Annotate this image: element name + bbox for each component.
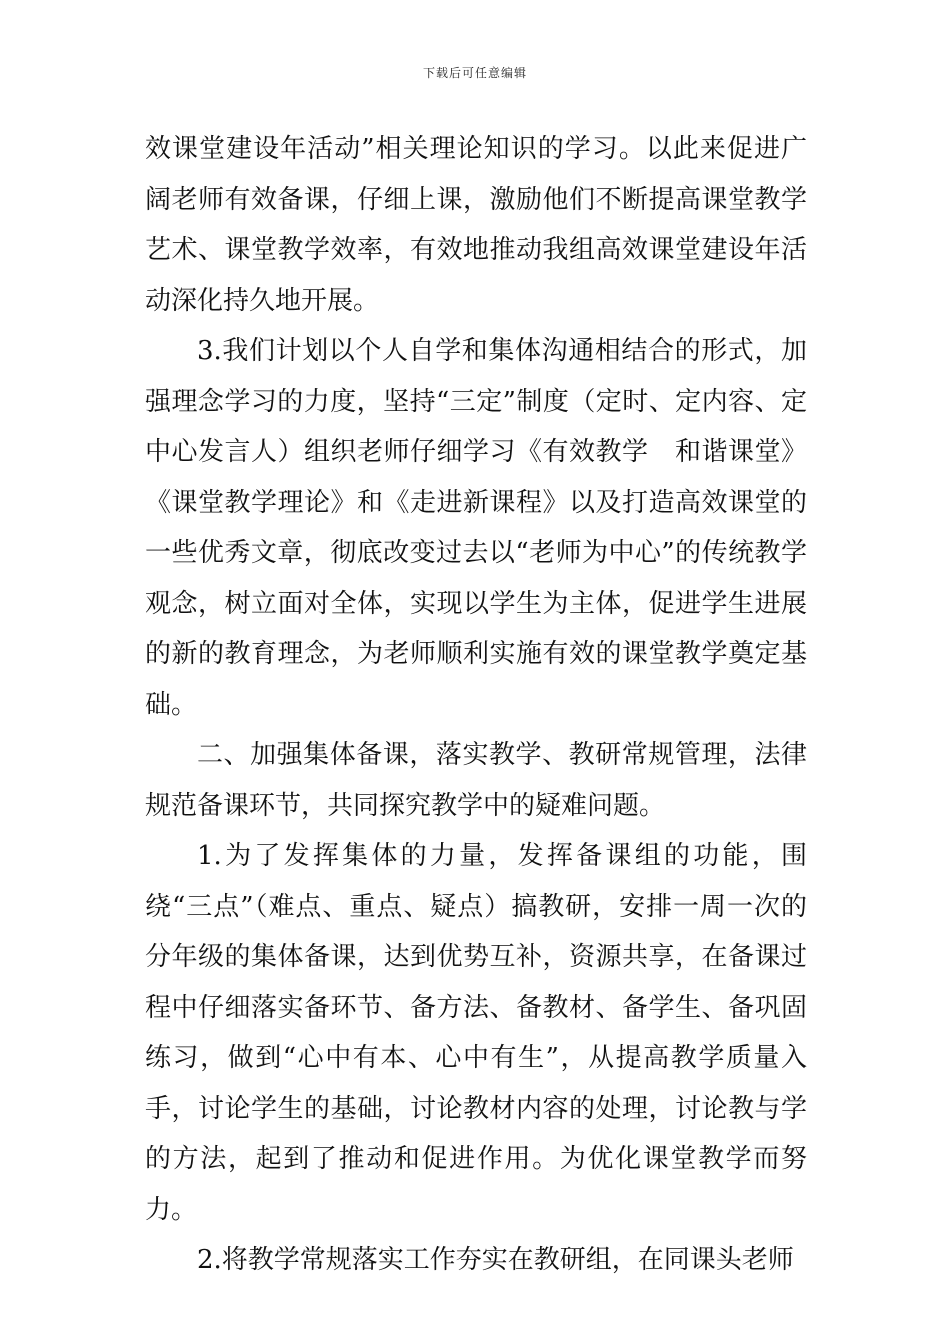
paragraph-item-3: 3.我们计划以个人自学和集体沟通相结合的形式，加强理念学习的力度，坚持“三定”制度（定时、定内容、定中心发言人）组织老师仔细学习《有效教学 和谐课堂》《课堂教学理论》和《走进新课程》以及打造高效课堂的一些优秀文章，彻底改变过去以“老师为中心”的传统教学观念，树立面对全体，实现以学生为主体，促进学生进展的新的教育理念，为老师顺利实施有效的课堂教学奠定基础。 [145, 336, 807, 720]
page-header: 下载后可任意编辑 [422, 66, 527, 80]
document-body [145, 124, 807, 1286]
paragraph-item-1: 1.为了发挥集体的力量，发挥备课组的功能，围绕“三点”（难点、重点、疑点）搞教研，安排一周一次的分年级的集体备课，达到优势互补，资源共享，在备课过程中仔细落实备环节、备方法、备教材、备学生、备巩固练习，做到“心中有本、心中有生”，从提高教学质量入手，讨论学生的基础，讨论教材内容的处理，讨论教与学的方法，起到了推动和促进作用。为优化课堂教学而努力。 [145, 841, 807, 1225]
paragraph-section-two: 二、加强集体备课，落实教学、教研常规管理，法律规范备课环节，共同探究教学中的疑难问题。 [145, 740, 807, 821]
paragraph-continuation: 效课堂建设年活动”相关理论知识的学习。以此来促进广阔老师有效备课，仔细上课，激励他们不断提高课堂教学艺术、课堂教学效率，有效地推动我组高效课堂建设年活动深化持久地开展。 [145, 134, 807, 316]
paragraph-item-2: 2.将教学常规落实工作夯实在教研组，在同课头老师 [197, 1245, 794, 1275]
